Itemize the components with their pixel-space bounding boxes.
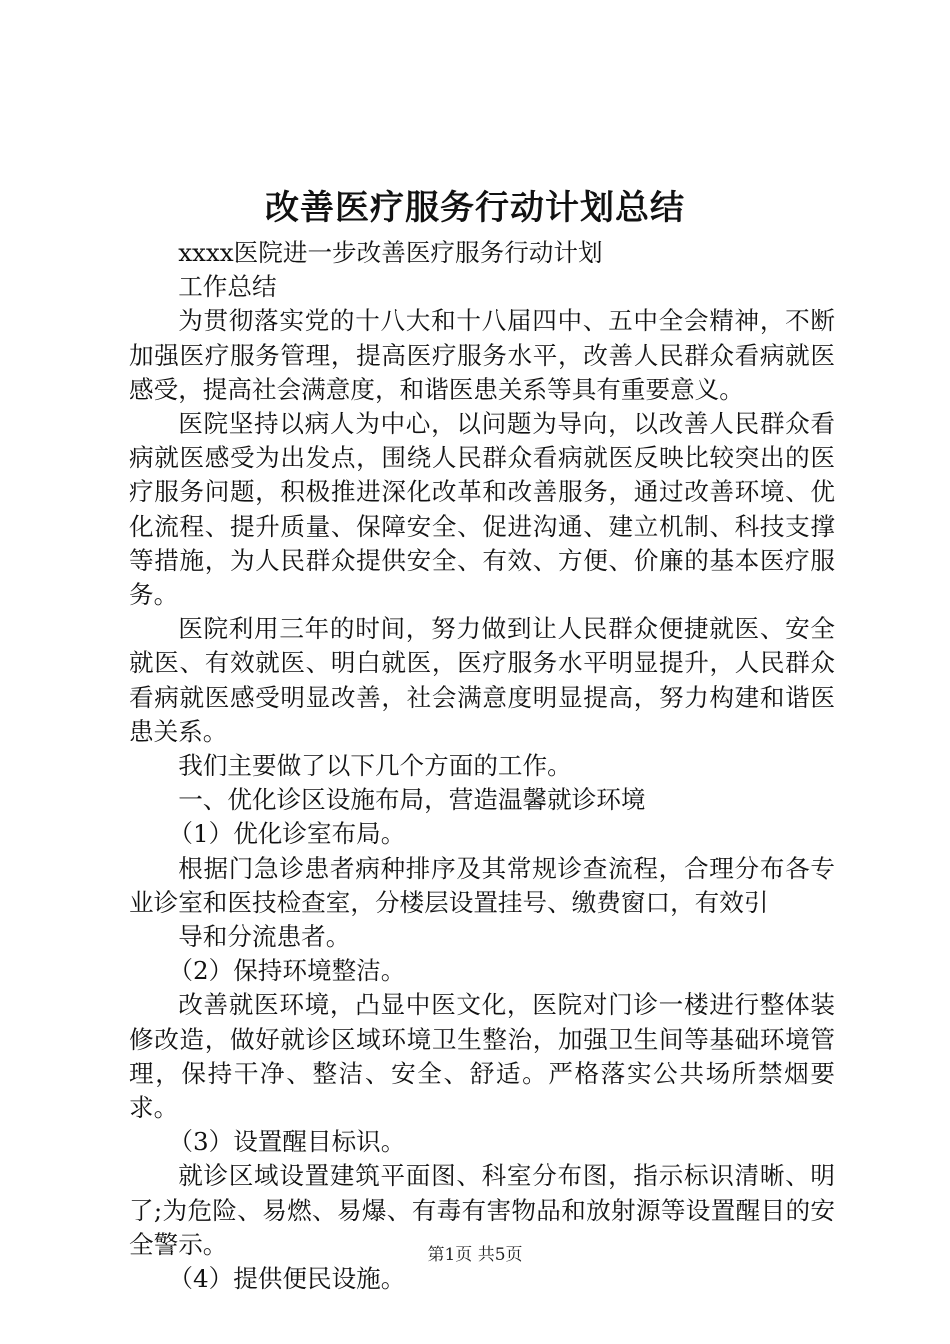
paragraph-goal: 医院利用三年的时间，努力做到让人民群众便捷就医、安全就医、有效就医、明白就医，医疗服务水平明显提升，人民群众看病就医感受明显改善，社会满意度明显提高，努力构建和谐医患关系。 (129, 614, 835, 746)
subtitle-line-2: 工作总结 (178, 272, 277, 302)
subtitle-line-1: xxxx医院进一步改善医疗服务行动计划 (178, 238, 603, 267)
item-body-1: 根据门急诊患者病种排序及其常规诊查流程，合理分布各专业诊室和医技检查室，分楼层设置挂号、缴费窗口，有效引 (129, 853, 835, 917)
item-heading-3: （3）设置醒目标识。 (168, 1127, 406, 1157)
item-heading-2: （2）保持环境整洁。 (168, 956, 406, 986)
page-footer: 第1页 共5页 (427, 1245, 523, 1265)
item-body-2: 改善就医环境，凸显中医文化，医院对门诊一楼进行整体装修改造，做好就诊区域环境卫生整治，加强卫生间等基础环境管理，保持干净、整洁、安全、舒适。严格落实公共场所禁烟要求。 (129, 990, 835, 1123)
section-heading-1: 一、优化诊区设施布局，营造温馨就诊环境 (178, 785, 646, 815)
document-title: 改善医疗服务行动计划总结 (265, 188, 685, 228)
item-body-3: 就诊区域设置建筑平面图、科室分布图，指示标识清晰、明了;为危险、易燃、易爆、有毒有害物品和放射源等设置醒目的安全警示。 (129, 1161, 835, 1259)
paragraph-overview: 我们主要做了以下几个方面的工作。 (178, 751, 572, 781)
document-body (129, 236, 835, 1296)
item-body-1-continued: 导和分流患者。 (178, 922, 351, 952)
paragraph-intro: 为贯彻落实党的十八大和十八届四中、五中全会精神，不断加强医疗服务管理，提高医疗服务水平，改善人民群众看病就医感受，提高社会满意度，和谐医患关系等具有重要意义。 (129, 306, 835, 404)
item-heading-4: （4）提供便民设施。 (168, 1264, 406, 1294)
item-heading-1: （1）优化诊室布局。 (168, 819, 406, 849)
paragraph-principle: 医院坚持以病人为中心，以问题为导向，以改善人民群众看病就医感受为出发点，围绕人民群众看病就医反映比较突出的医疗服务问题，积极推进深化改革和改善服务，通过改善环境、优化流程、提升质量、保障安全、促进沟通、建立机制、科技支撑等措施，为人民群众提供安全、有效、方便、价廉的基本医疗服务。 (129, 409, 835, 610)
